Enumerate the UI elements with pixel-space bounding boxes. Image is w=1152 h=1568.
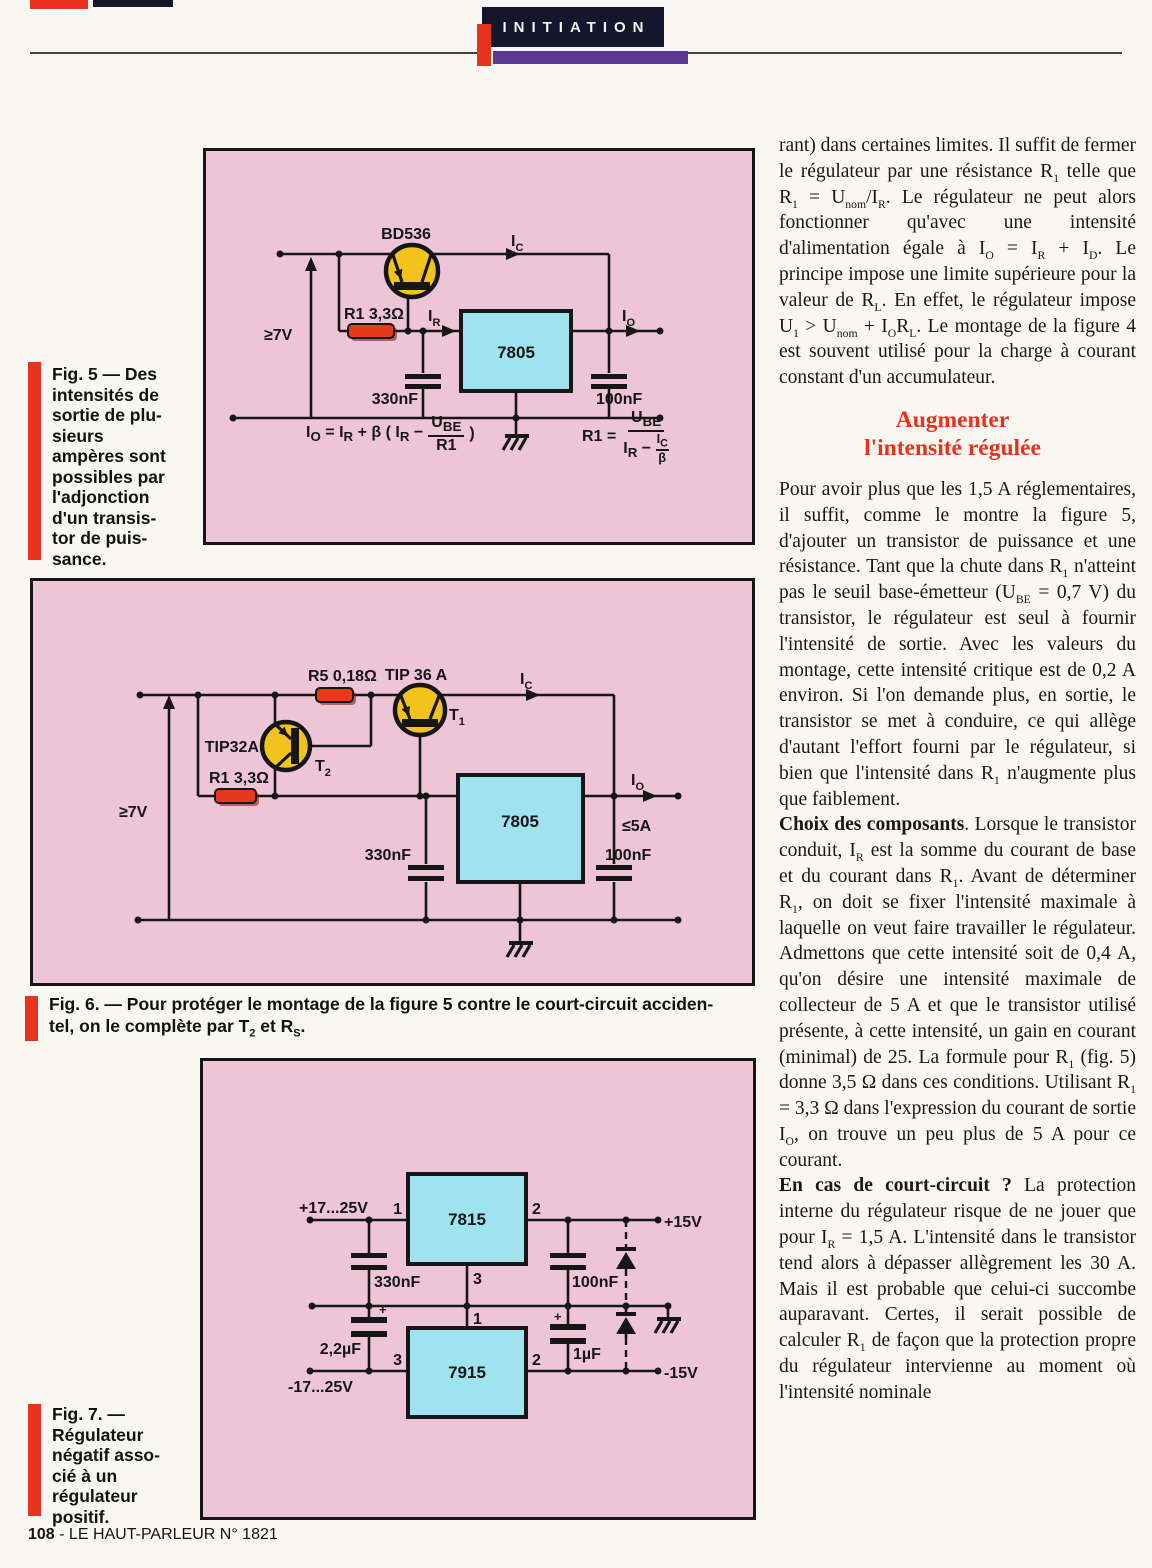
label-cap-100nf: 100nF [572,1274,619,1291]
ground-symbol [507,941,533,957]
label-t1-type: TIP 36 A [384,667,448,684]
input-arrowhead [163,695,175,709]
label-output-neg: -15V [664,1365,698,1382]
label-cap-100nf: 100nF [596,391,643,408]
article-paragraph-1: rant) dans certaines limites. Il suffit de fermer le régulateur par une résistance $R_1$ telle que $R_1 = U_{nom}/I_R$. Le régulateur ne peut alors fonctionner qu'avec une intensité d'alimentation égale à $I_O = I_R + I_D$. Le principe impose une limite supérieure pour la valeur de $R_L$. En effet, le régulateur impose $U_1 > U_{nom} + I_OR_L$. Le montage de la figure 4 est souvent utilisé pour la charge à courant constant d'un accumulateur. [779,135,1137,389]
label-cap-330nf: 330nF [371,391,418,408]
label-r1: R1 3,3Ω [344,306,404,323]
figure6-panel [30,578,755,986]
label-input-voltage: ≥7V [119,804,148,821]
capacitor-2.2uf [351,1317,387,1337]
label-input-pos: +17...25V [299,1200,368,1217]
section-banner [482,7,664,47]
caption6-accent-bar [25,996,38,1041]
header-rule-left [30,52,477,54]
section-title: INITIATION [502,18,651,36]
capacitor-100nf [550,1253,586,1270]
label-regulator: 7805 [501,812,539,831]
figure7-circuit [203,1061,753,1517]
capacitor-330nf [351,1253,387,1270]
label-input-voltage: ≥7V [264,327,293,344]
transistor-tip32a [262,722,310,770]
label-io: $I_O$ [622,308,636,329]
label-input-neg: -17...25V [288,1379,353,1396]
formula-io: $I_O = I_R + \beta$ ( $I_R$ − $\frac{U_{BE}}{R1}$ ) [306,414,475,454]
label-cap-100nf: 100nF [605,847,652,864]
article-paragraph-4: En cas de court-circuit ? La protection interne du régulateur risque de ne jouer que pour $I_R = 1,5$ A. L'intensité dans le transistor tend alors à dépasser allègrement les 30 A. Mais il est probable que celui-ci succombe auparavant. Certes, il serait possible de calculer $R_1$ de façon que la protection propre du régulateur intervienne au moment où l'intensité nominale [779,1175,1136,1403]
resistor-r1 [348,324,397,341]
formula-r1: R1 = $U_{BE}$ $I_R$ − $\frac{I_C}{\beta}$ [582,409,668,466]
io-arrowhead [643,790,657,802]
banner-underline [493,51,688,64]
capacitor-330nf [408,865,444,881]
footer-text: - LE HAUT-PARLEUR N° 1821 [54,1526,278,1543]
label-cap-1uf: 1µF [573,1346,601,1363]
label-r5: R5 0,18Ω [308,668,377,685]
label-ic: $I_C$ [520,671,533,692]
figure5-circuit [206,151,752,542]
header-rule-right [688,52,1122,54]
figure7-panel [200,1058,756,1520]
figure5-panel [203,148,755,545]
label-cap-2.2uf: 2,2µF [319,1341,361,1358]
figure6-caption: Fig. 6. — Pour protéger le montage de la figure 5 contre le court-circuit acciden- tel, on le complète par $T_2$ et $R_S$. [49,994,714,1039]
pin-neg-out: 2 [532,1352,541,1369]
caption5-accent-bar [28,362,41,560]
plus-mark-1uf: + [554,1309,562,1324]
label-reg-neg: 7915 [448,1363,486,1382]
print-mark-red [30,0,88,9]
resistor-r5 [316,688,356,705]
capacitor-330nf [405,374,441,389]
article-paragraph-3: Choix des composants. Lorsque le transistor conduit, $I_R$ est la somme du courant de base et du courant dans $R_1$. Avant de déterminer $R_1$, on doit se fixer l'intensité maximale à laquelle on veut faire travailler le régulateur. Admettons que cette intensité soit de 0,4 A, qu'on désire une intensité maximale de collecteur de 5 A et que le transistor utilisé présente, à cette intensité, un gain en courant (minimal) de 25. La formule pour $R_1$ (fig. 5) donne 3,5 Ω dans ces conditions. Utilisant $R_1 = 3,3$ Ω dans l'expression du courant de sortie $I_O$, on trouve un peu plus de 5 A pour ce courant. [779,814,1137,1171]
input-arrowhead [305,257,317,271]
figure7-caption: Fig. 7. — Régulateur négatif asso- cié à un régulateur positif. [52,1404,160,1527]
label-max-current: ≤5A [622,818,652,835]
article-paragraph-2: Pour avoir plus que les 1,5 A réglementaires, il suffit, comme le montre la figure 5, d'ajouter un transistor de puissance et une résistance. Tant que la chute dans $R_1$ n'atteint pas le seuil base-émetteur ($U_{BE} = 0,7$ V) du transistor, le régulateur est seul à fournir l'intensité de sortie. Avec les valeurs du montage, cette intensité critique est de 0,2 A environ. Si l'on demande plus, en sortie, le transistor se met à conduire, ce qui allège d'autant l'effort fourni par le régulateur, si bien que l'intensité dans $R_1$ n'augmente plus que faiblement. [779,478,1136,810]
capacitor-100nf [596,865,632,881]
page-number: 108 [28,1526,55,1543]
label-cap-330nf: 330nF [374,1274,421,1291]
banner-accent-bar [477,24,491,66]
pin-pos-gnd: 3 [473,1271,482,1288]
figure6-circuit [33,581,752,983]
capacitor-100nf [591,374,627,389]
label-r1: R1 3,3Ω [209,770,269,787]
label-transistor: BD536 [381,226,431,243]
section-heading: Augmenter l'intensité régulée [864,406,1041,461]
label-ic: $I_C$ [511,233,524,254]
label-output-pos: +15V [664,1214,702,1231]
print-mark-navy [93,0,173,7]
transistor-tip36a [395,685,445,735]
article-column [779,133,1136,1406]
pin-neg-in: 3 [393,1352,402,1369]
pin-pos-out: 2 [532,1201,541,1218]
plus-mark-2.2uf: + [379,1302,387,1317]
protection-diode-top [616,1247,636,1269]
label-io: $I_O$ [631,772,645,793]
ground-symbol [655,1317,681,1333]
label-reg-pos: 7815 [448,1210,486,1229]
protection-diode-bottom [616,1312,636,1334]
label-t2-type: TIP32A [204,739,259,756]
pin-neg-gnd: 1 [473,1311,482,1328]
ground-symbol [503,434,529,450]
page-footer [28,1526,278,1544]
pin-pos-in: 1 [393,1201,402,1218]
transistor-bd536 [386,245,438,297]
label-ir: $I_R$ [428,308,441,329]
resistor-r1 [215,789,259,806]
figure5-caption: Fig. 5 — Des intensités de sortie de plu- sieurs ampères sont possibles par l'adjonction d'un transis- tor de puis- sance. [52,364,166,569]
label-t1: $T_1$ [449,707,465,728]
label-t2: $T_2$ [315,758,331,779]
label-regulator: 7805 [497,343,535,362]
label-cap-330nf: 330nF [364,847,411,864]
ir-arrowhead [442,325,456,337]
capacitor-1uf [550,1324,586,1344]
caption7-accent-bar [28,1404,41,1516]
